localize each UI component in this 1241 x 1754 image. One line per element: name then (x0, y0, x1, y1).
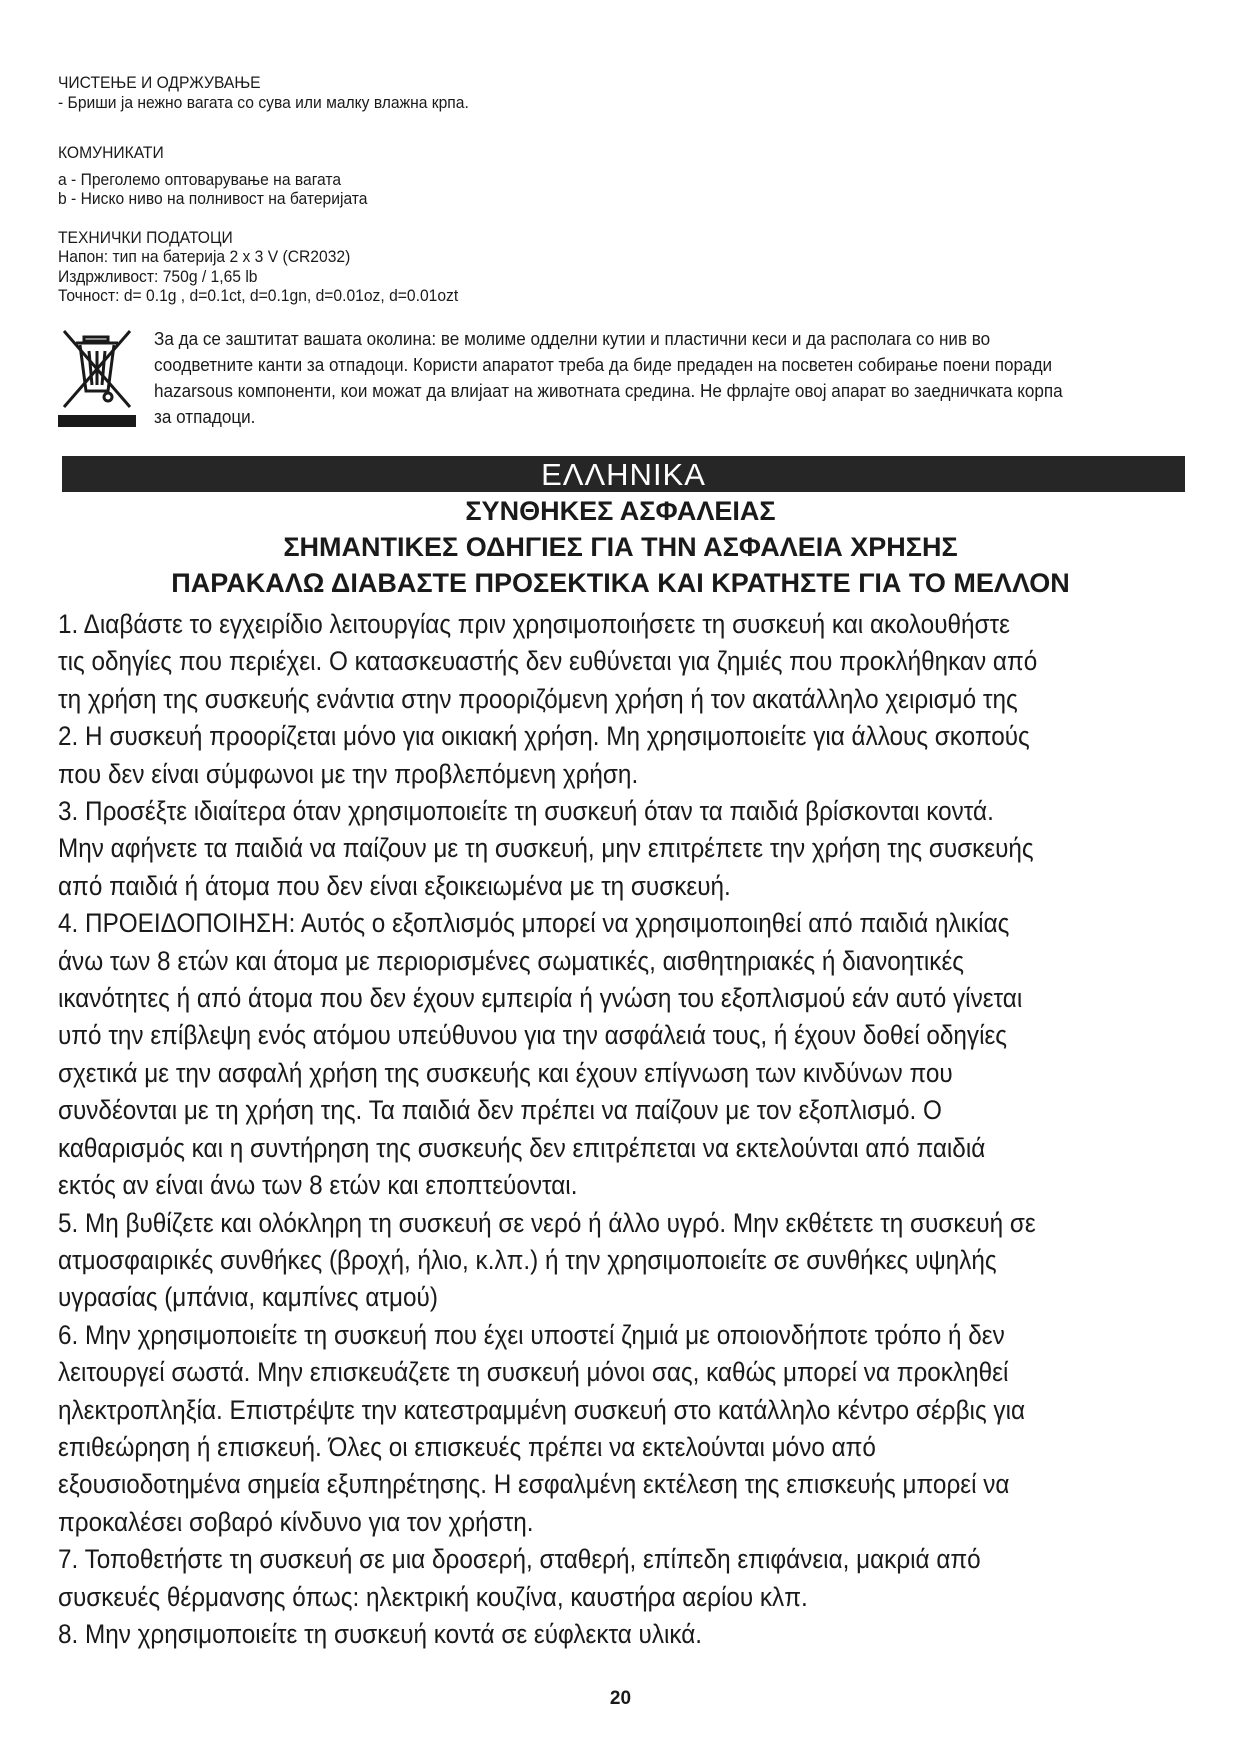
instruction-line: Μην αφήνετε τα παιδιά να παίζουν με τη συσκευή, μην επιτρέπετε την χρήση της συσκευής (58, 833, 1034, 864)
instruction-line: 5. Μη βυθίζετε και ολόκληρη τη συσκευή σε νερό ή άλλο υγρό. Μην εκθέτετε τη συσκευή σε (58, 1207, 1036, 1238)
instruction-line: υγρασίας (μπάνια, καμπίνες ατμού) (58, 1282, 438, 1313)
specs-voltage: Напон: тип на батерија 2 x 3 V (CR2032) (58, 247, 351, 266)
instruction-line: ικανότητες ή από άτομα που δεν έχουν εμπειρία ή γνώση του εξοπλισμού εάν αυτό γίνεται (58, 983, 1023, 1014)
page-number: 20 (609, 1688, 632, 1709)
environment-line: соодветните канти за отпадоци. Користи апаратот треба да биде предаден на посветен собирање поени поради (154, 355, 1053, 375)
instruction-line: σχετικά με την ασφαλή χρήση της συσκευής και έχουν επίγνωση των κινδύνων που (58, 1057, 953, 1088)
cleaning-line: - Бриши ја нежно вагата со сува или малку влажна крпа. (58, 93, 469, 112)
message-b: b - Ниско ниво на полнивост на батеријата (58, 189, 368, 208)
instruction-line: τη χρήση της συσκευής ενάντια στην προοριζόμενη χρήση ή τον ακατάλληλο χειρισμό της (58, 683, 1018, 714)
instruction-line: που δεν είναι σύμφωνοι με την προβλεπόμενη χρήση. (58, 758, 639, 789)
instruction-line: 1. Διαβάστε το εγχειρίδιο λειτουργίας πριν χρησιμοποιήσετε τη συσκευή και ακολουθήστε (58, 609, 1010, 639)
environment-notice (154, 326, 1164, 430)
specs-heading: ТЕХНИЧКИ ПОДАТОЦИ (58, 228, 233, 247)
instruction-line: 6. Μην χρησιμοποιείτε τη συσκευή που έχει υποστεί ζημιά με οποιονδήποτε τρόπο ή δεν (58, 1319, 1005, 1350)
instruction-line: τις οδηγίες που περιέχει. Ο κατασκευαστής δεν ευθύνεται για ζημιές που προκλήθηκαν από (58, 646, 1038, 677)
environment-line: hazarsous компоненти, кои можат да влијаат на животната средина. Не фрлајте овој апарат во заедничката корпа (154, 381, 1063, 401)
instruction-line: 7. Τοποθετήστε τη συσκευή σε μια δροσερή, σταθερή, επίπεδη επιφάνεια, μακριά από (58, 1544, 981, 1575)
instruction-line: προκαλέσει σοβαρό κίνδυνο για τον χρήστη. (58, 1506, 534, 1537)
instruction-line: ατμοσφαιρικές συνθήκες (βροχή, ήλιο, κ.λπ.) ή την χρησιμοποιείτε σε συνθήκες υψηλής (58, 1244, 997, 1275)
safety-instructions (58, 606, 1198, 1653)
instruction-line: εξουσιοδοτημένα σημεία εξυπηρέτησης. Η εσφαλμένη εκτέλεση της επισκευής μπορεί να (58, 1469, 1010, 1500)
instruction-line: 2. Η συσκευή προορίζεται μόνο για οικιακή χρήση. Μη χρησιμοποιείτε για άλλους σκοπούς (58, 721, 1030, 752)
specs-capacity: Издржливост: 750g / 1,65 lb (58, 267, 258, 286)
instruction-line: καθαρισμός και η συντήρηση της συσκευής δεν επιτρέπεται να εκτελούνται από παιδιά (58, 1132, 986, 1163)
instruction-line: ηλεκτροπληξία. Επιστρέψτε την κατεστραμμένη συσκευή στο κατάλληλο κέντρο σέρβις για (58, 1394, 1026, 1425)
specs-accuracy: Точност: d= 0.1g , d=0.1ct, d=0.1gn, d=0.01oz, d=0.01ozt (58, 286, 459, 305)
instruction-line: 4. ΠΡΟΕΙΔΟΠΟΙΗΣΗ: Αυτός ο εξοπλισμός μπορεί να χρησιμοποιηθεί από παιδιά ηλικίας (58, 908, 1010, 939)
instruction-line: 3. Προσέξτε ιδιαίτερα όταν χρησιμοποιείτε τη συσκευή όταν τα παιδιά βρίσκονται κοντά. (58, 796, 994, 827)
environment-line: за отпадоци. (154, 407, 256, 427)
crossed-out-wheelie-bin-icon (58, 327, 136, 427)
instruction-line: άνω των 8 ετών και άτομα με περιορισμένες σωματικές, αισθητηριακές ή διανοητικές (58, 945, 965, 976)
heading-safety-conditions: ΣΥΝΘΗΚΕΣ ΑΣΦΑΛΕΙΑΣ (465, 496, 776, 526)
instruction-line: από παιδιά ή άτομα που δεν είναι εξοικειωμένα με τη συσκευή. (58, 870, 731, 901)
instruction-line: συσκευές θέρμανσης όπως: ηλεκτρική κουζίνα, καυστήρα αερίου κλπ. (58, 1581, 808, 1612)
heading-important-instructions: ΣΗΜΑΝΤΙΚΕΣ ΟΔΗΓΙΕΣ ΓΙΑ ΤΗΝ ΑΣΦΑΛΕΙΑ ΧΡΗΣΗΣ (283, 532, 958, 562)
instruction-line: συνδέονται με τη χρήση της. Τα παιδιά δεν πρέπει να παίζουν με τον εξοπλισμό. Ο (58, 1095, 942, 1126)
cleaning-heading: ЧИСТЕЊЕ И ОДРЖУВАЊЕ (58, 73, 261, 92)
message-a: a - Преголемо оптоварување на вагата (58, 170, 342, 189)
instruction-line: επιθεώρηση ή επισκευή. Όλες οι επισκευές πρέπει να εκτελούνται μόνο από (58, 1431, 876, 1462)
section-title-greek: ΕΛΛΗΝΙΚΑ (62, 456, 1185, 492)
messages-heading: КОМУНИКАТИ (58, 143, 164, 162)
environment-line: За да се заштитат вашата околина: ве молиме одделни кутии и пластични кеси и да располага со нив во (154, 329, 991, 349)
instruction-line: 8. Μην χρησιμοποιείτε τη συσκευή κοντά σε εύφλεκτα υλικά. (58, 1618, 703, 1649)
heading-read-carefully: ΠΑΡΑΚΑΛΩ ΔΙΑΒΑΣΤΕ ΠΡΟΣΕΚΤΙΚΑ ΚΑΙ ΚΡΑΤΗΣΤΕ ΓΙΑ ΤΟ ΜΕΛΛΟΝ (171, 568, 1070, 598)
instruction-line: εκτός αν είναι άνω των 8 ετών και εποπτεύονται. (58, 1170, 578, 1201)
instruction-line: λειτουργεί σωστά. Μην επισκευάζετε τη συσκευή μόνοι σας, καθώς μπορεί να προκληθεί (58, 1357, 1009, 1388)
instruction-line: υπό την επίβλεψη ενός ατόμου υπεύθυνου για την ασφάλειά τους, ή έχουν δοθεί οδηγίες (58, 1020, 1008, 1051)
